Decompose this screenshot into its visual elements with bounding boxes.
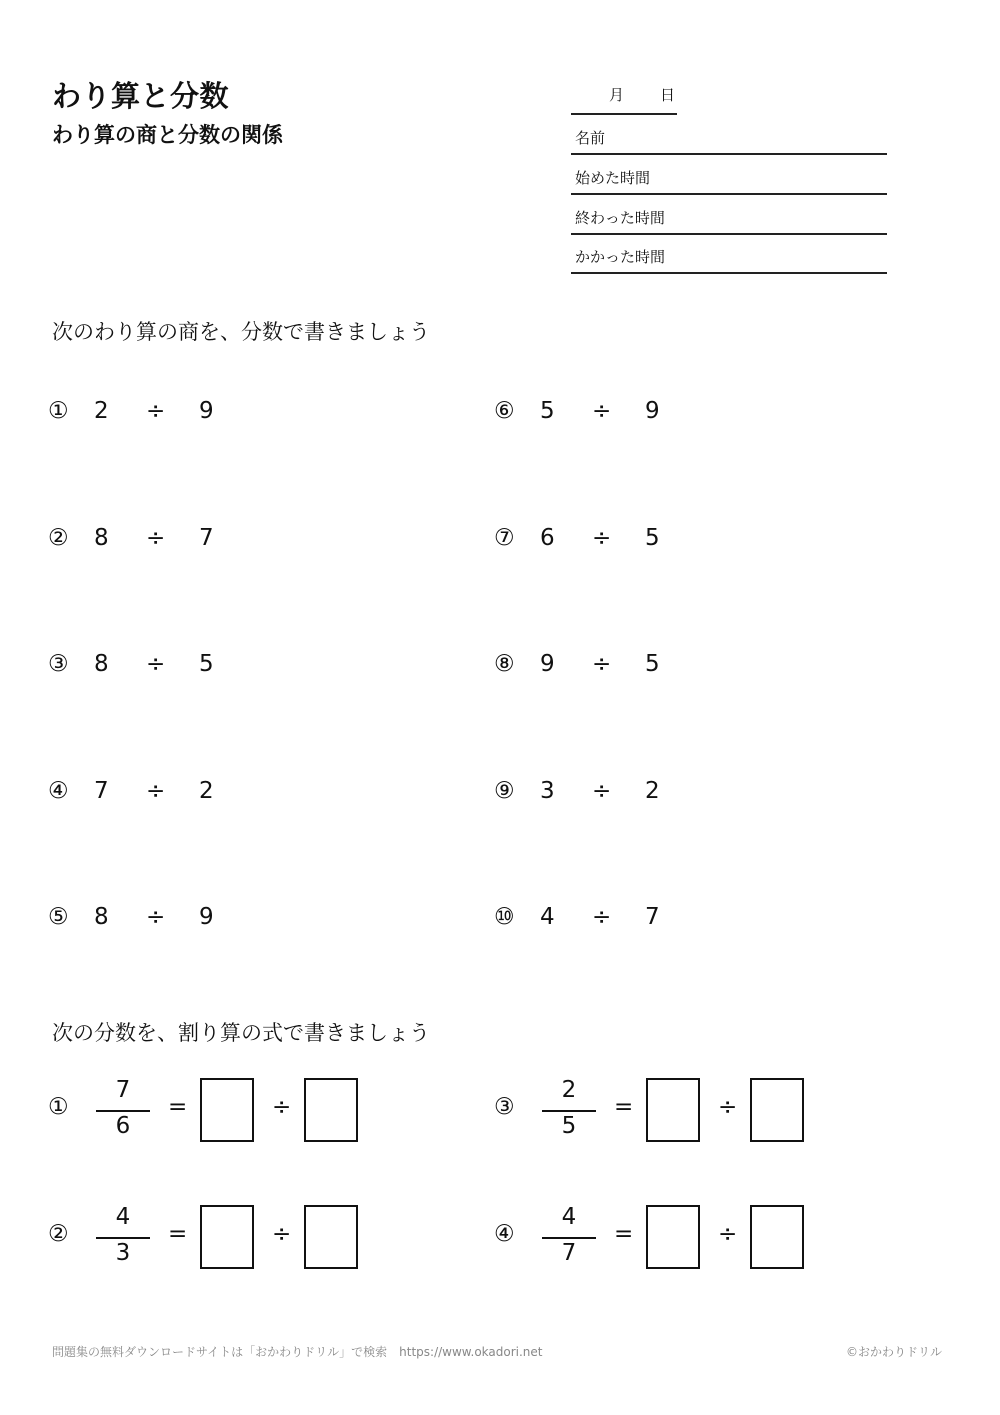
divisor: 5 xyxy=(199,651,214,677)
day-label: 日 xyxy=(660,86,676,104)
problem-number: ② xyxy=(48,1221,69,1247)
fraction xyxy=(542,1077,596,1143)
fraction-bar xyxy=(96,1237,150,1239)
answer-box-divisor[interactable] xyxy=(750,1205,804,1269)
dividend: 5 xyxy=(540,398,555,424)
fraction xyxy=(96,1077,150,1143)
problem-number: ④ xyxy=(48,778,69,804)
answer-box-dividend[interactable] xyxy=(200,1205,254,1269)
problem-number: ① xyxy=(48,398,69,424)
divisor: 7 xyxy=(645,904,660,930)
divisor: 9 xyxy=(199,398,214,424)
dividend: 7 xyxy=(94,778,109,804)
divide-sign: ÷ xyxy=(718,1094,738,1120)
answer-box-dividend[interactable] xyxy=(646,1205,700,1269)
divide-sign: ÷ xyxy=(146,651,166,677)
divisor: 5 xyxy=(645,525,660,551)
divide-sign: ÷ xyxy=(592,525,612,551)
problem-number: ② xyxy=(48,525,69,551)
footer-site-info: 問題集の無料ダウンロードサイトは「おかわりドリル」で検索 https://www.okadori.net xyxy=(52,1345,543,1359)
divide-sign: ÷ xyxy=(146,398,166,424)
fraction-bar xyxy=(96,1110,150,1112)
denominator: 5 xyxy=(561,1113,577,1139)
fraction-problem xyxy=(494,1077,814,1143)
date-field[interactable] xyxy=(571,78,677,115)
answer-box-divisor[interactable] xyxy=(304,1078,358,1142)
end-time-field[interactable] xyxy=(571,195,887,235)
denominator: 6 xyxy=(115,1113,131,1139)
page-title: わり算と分数 xyxy=(52,79,230,113)
divide-sign: ÷ xyxy=(592,651,612,677)
equals-sign: = xyxy=(168,1094,188,1120)
footer-copyright: ©おかわりドリル xyxy=(846,1345,943,1359)
elapsed-time-label: かかった時間 xyxy=(575,248,666,266)
equals-sign: = xyxy=(168,1221,188,1247)
dividend: 6 xyxy=(540,525,555,551)
section2-instruction: 次の分数を、割り算の式で書きましょう xyxy=(52,1021,430,1045)
divide-sign: ÷ xyxy=(146,904,166,930)
start-time-field[interactable] xyxy=(571,155,887,195)
dividend: 4 xyxy=(540,904,555,930)
end-time-label: 終わった時間 xyxy=(575,209,665,227)
section1-instruction: 次のわり算の商を、分数で書きましょう xyxy=(52,320,430,344)
numerator: 7 xyxy=(115,1077,131,1103)
divide-sign: ÷ xyxy=(718,1221,738,1247)
month-label: 月 xyxy=(609,86,625,104)
problem-number: ⑧ xyxy=(494,651,515,677)
fraction-bar xyxy=(542,1237,596,1239)
divide-sign: ÷ xyxy=(592,778,612,804)
answer-box-dividend[interactable] xyxy=(200,1078,254,1142)
denominator: 7 xyxy=(561,1240,577,1266)
fraction xyxy=(96,1204,150,1270)
student-info-box xyxy=(571,78,887,273)
divisor: 7 xyxy=(199,525,214,551)
answer-box-divisor[interactable] xyxy=(750,1078,804,1142)
problem-number: ① xyxy=(48,1094,69,1120)
divisor: 9 xyxy=(199,904,214,930)
fraction-bar xyxy=(542,1110,596,1112)
divisor: 2 xyxy=(645,778,660,804)
equals-sign: = xyxy=(614,1221,634,1247)
problem-number: ③ xyxy=(494,1094,515,1120)
divisor: 9 xyxy=(645,398,660,424)
answer-box-dividend[interactable] xyxy=(646,1078,700,1142)
elapsed-time-field[interactable] xyxy=(571,234,887,274)
divide-sign: ÷ xyxy=(592,398,612,424)
fraction-problem xyxy=(48,1204,368,1270)
numerator: 2 xyxy=(561,1077,577,1103)
start-time-label: 始めた時間 xyxy=(575,169,651,187)
divisor: 2 xyxy=(199,778,214,804)
problem-number: ⑨ xyxy=(494,778,515,804)
dividend: 9 xyxy=(540,651,555,677)
dividend: 8 xyxy=(94,651,109,677)
divisor: 5 xyxy=(645,651,660,677)
problem-number: ⑤ xyxy=(48,904,69,930)
problem-number: ⑩ xyxy=(494,904,515,930)
page-subtitle: わり算の商と分数の関係 xyxy=(52,123,283,147)
divide-sign: ÷ xyxy=(146,778,166,804)
divide-sign: ÷ xyxy=(592,904,612,930)
problem-number: ④ xyxy=(494,1221,515,1247)
divide-sign: ÷ xyxy=(272,1094,292,1120)
equals-sign: = xyxy=(614,1094,634,1120)
name-field[interactable] xyxy=(571,115,887,155)
divide-sign: ÷ xyxy=(272,1221,292,1247)
denominator: 3 xyxy=(115,1240,131,1266)
problem-number: ⑦ xyxy=(494,525,515,551)
problem-number: ⑥ xyxy=(494,398,515,424)
dividend: 8 xyxy=(94,525,109,551)
name-label: 名前 xyxy=(575,129,606,147)
divide-sign: ÷ xyxy=(146,525,166,551)
dividend: 2 xyxy=(94,398,109,424)
dividend: 3 xyxy=(540,778,555,804)
fraction-problem xyxy=(494,1204,814,1270)
dividend: 8 xyxy=(94,904,109,930)
numerator: 4 xyxy=(115,1204,131,1230)
fraction-problem xyxy=(48,1077,368,1143)
answer-box-divisor[interactable] xyxy=(304,1205,358,1269)
fraction xyxy=(542,1204,596,1270)
problem-number: ③ xyxy=(48,651,69,677)
numerator: 4 xyxy=(561,1204,577,1230)
